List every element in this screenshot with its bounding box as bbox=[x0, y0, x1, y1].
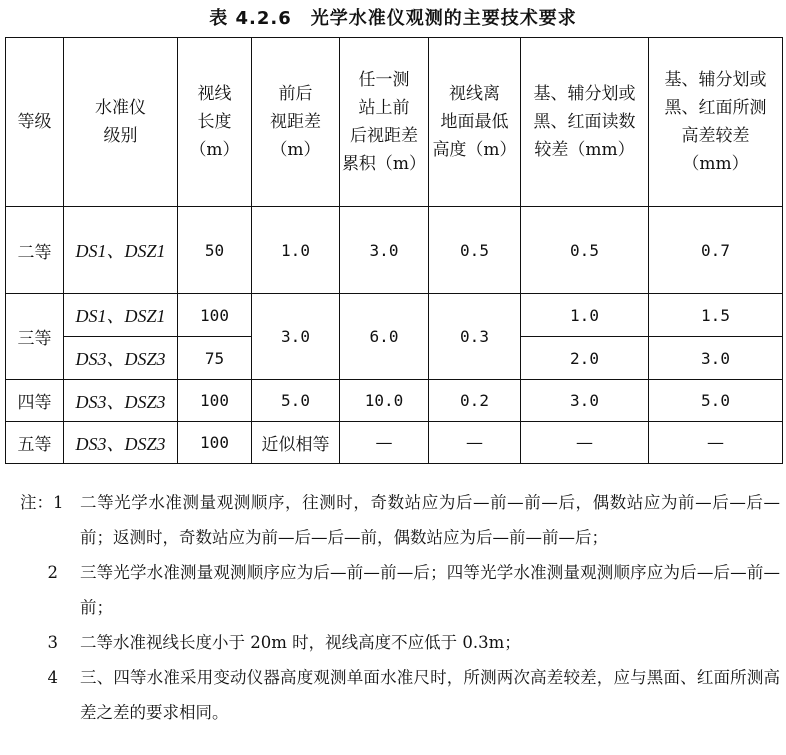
cell-min-height: — bbox=[429, 422, 521, 464]
note-number: 4 bbox=[47, 668, 58, 687]
cell-instrument: DS1、DSZ1 bbox=[64, 207, 178, 294]
cell-reading-diff: 1.0 bbox=[521, 294, 649, 337]
header-sight-length: 视线 长度 （m） bbox=[178, 38, 252, 207]
table-row-fifth-grade bbox=[6, 422, 783, 464]
cell-sight-length: 75 bbox=[178, 337, 252, 380]
cell-min-height: 0.5 bbox=[429, 207, 521, 294]
cell-height-diff: 1.5 bbox=[649, 294, 783, 337]
cell-cumulative-diff: 10.0 bbox=[340, 380, 429, 422]
header-distance-diff: 前后 视距差 （m） bbox=[252, 38, 340, 207]
header-instrument: 水准仪 级别 bbox=[64, 38, 178, 207]
note-item bbox=[20, 555, 780, 625]
note-text: 二等光学水准测量观测顺序，往测时，奇数站应为后—前—前—后，偶数站应为前—后—后—前；返测时，奇数站应为前—后—后—前，偶数站应为后—前—前—后； bbox=[80, 493, 780, 547]
cell-cumulative-diff: 3.0 bbox=[340, 207, 429, 294]
header-row bbox=[6, 38, 783, 207]
cell-height-diff: 3.0 bbox=[649, 337, 783, 380]
cell-grade: 三等 bbox=[6, 294, 64, 380]
note-number: 3 bbox=[47, 633, 58, 652]
cell-instrument: DS3、DSZ3 bbox=[64, 422, 178, 464]
cell-height-diff: 5.0 bbox=[649, 380, 783, 422]
cell-instrument: DS3、DSZ3 bbox=[64, 380, 178, 422]
table-title: 表 4.2.6 光学水准仪观测的主要技术要求 bbox=[209, 8, 577, 29]
cell-reading-diff: — bbox=[521, 422, 649, 464]
header-grade: 等级 bbox=[6, 38, 64, 207]
cell-sight-length: 100 bbox=[178, 422, 252, 464]
header-min-height: 视线离 地面最低 高度（m） bbox=[429, 38, 521, 207]
cell-distance-diff: 1.0 bbox=[252, 207, 340, 294]
note-text: 三、四等水准采用变动仪器高度观测单面水准尺时，所测两次高差较差，应与黑面、红面所测高差之差的要求相同。 bbox=[80, 668, 780, 722]
cell-distance-diff: 3.0 bbox=[252, 294, 340, 380]
cell-distance-diff: 近似相等 bbox=[252, 422, 340, 464]
note-item bbox=[20, 660, 780, 730]
cell-height-diff: 0.7 bbox=[649, 207, 783, 294]
note-text: 三等光学水准测量观测顺序应为后—前—前—后；四等光学水准测量观测顺序应为后—后—前—前； bbox=[80, 563, 780, 617]
header-height-diff: 基、辅分划或 黑、红面所测 高差较差 （mm） bbox=[649, 38, 783, 207]
cell-instrument: DS1、DSZ1 bbox=[64, 294, 178, 337]
notes-section bbox=[20, 485, 780, 730]
cell-min-height: 0.3 bbox=[429, 294, 521, 380]
note-number: 2 bbox=[47, 563, 58, 582]
note-item bbox=[20, 485, 780, 555]
table-row-fourth-grade bbox=[6, 380, 783, 422]
cell-cumulative-diff: — bbox=[340, 422, 429, 464]
cell-instrument: DS3、DSZ3 bbox=[64, 337, 178, 380]
cell-sight-length: 100 bbox=[178, 380, 252, 422]
header-reading-diff: 基、辅分划或 黑、红面读数 较差（mm） bbox=[521, 38, 649, 207]
cell-grade: 二等 bbox=[6, 207, 64, 294]
cell-height-diff: — bbox=[649, 422, 783, 464]
cell-reading-diff: 2.0 bbox=[521, 337, 649, 380]
table-row-third-grade-a bbox=[6, 294, 783, 337]
cell-grade: 四等 bbox=[6, 380, 64, 422]
cell-min-height: 0.2 bbox=[429, 380, 521, 422]
technical-requirements-table bbox=[5, 37, 783, 464]
note-text: 二等水准视线长度小于 20m 时，视线高度不应低于 0.3m； bbox=[80, 633, 521, 652]
note-item bbox=[20, 625, 780, 660]
table-row-second-grade bbox=[6, 207, 783, 294]
note-prefix: 注：1 bbox=[20, 493, 64, 512]
cell-grade: 五等 bbox=[6, 422, 64, 464]
header-cumulative-diff: 任一测 站上前 后视距差 累积（m） bbox=[340, 38, 429, 207]
cell-cumulative-diff: 6.0 bbox=[340, 294, 429, 380]
cell-sight-length: 50 bbox=[178, 207, 252, 294]
cell-reading-diff: 3.0 bbox=[521, 380, 649, 422]
cell-distance-diff: 5.0 bbox=[252, 380, 340, 422]
cell-reading-diff: 0.5 bbox=[521, 207, 649, 294]
cell-sight-length: 100 bbox=[178, 294, 252, 337]
